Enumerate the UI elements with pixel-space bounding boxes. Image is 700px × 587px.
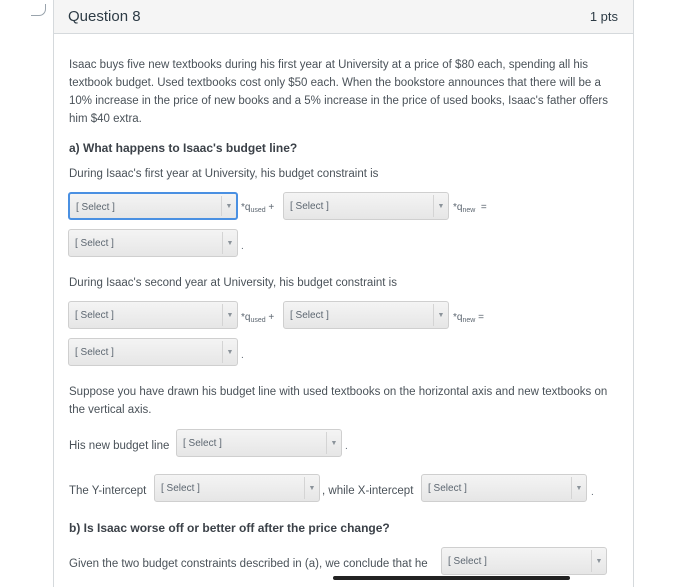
conclusion-select[interactable] [441, 547, 607, 575]
select-label: [ Select ] [75, 347, 114, 358]
used-subscript: used [250, 207, 266, 214]
chevron-down-icon: ▼ [433, 304, 448, 326]
first-year-new-price-select[interactable] [283, 192, 449, 220]
select-label: [ Select ] [290, 310, 329, 321]
question-header [54, 0, 633, 34]
chevron-down-icon: ▼ [571, 477, 586, 499]
question-card [53, 0, 634, 587]
period: . [241, 241, 244, 252]
new-budget-line-select[interactable] [176, 429, 342, 457]
chevron-down-icon: ▼ [222, 232, 237, 254]
second-year-used-price-select[interactable] [68, 301, 238, 329]
select-label: [ Select ] [75, 310, 114, 321]
new-budget-label: His new budget line [69, 440, 170, 452]
new-subscript: new [462, 207, 476, 214]
second-year-text: During Isaac's second year at University, his budget constraint is [69, 277, 397, 289]
question-points: 1 pts [589, 9, 618, 24]
first-year-budget-select[interactable] [68, 229, 238, 257]
first-year-used-price-select[interactable] [68, 192, 238, 220]
plus-sign: + [268, 202, 275, 213]
second-year-new-price-select[interactable] [283, 301, 449, 329]
conclusion-text: Given the two budget constraints described in (a), we conclude that he [69, 558, 428, 570]
select-label: [ Select ] [75, 238, 114, 249]
chevron-down-icon: ▼ [222, 341, 237, 363]
equals-sign: = [480, 202, 487, 213]
question-title: Question 8 [68, 8, 141, 25]
y-intercept-select[interactable] [154, 474, 320, 502]
bookmark-icon[interactable] [31, 4, 46, 16]
chevron-down-icon: ▼ [591, 550, 606, 572]
select-label: [ Select ] [183, 438, 222, 449]
times-q: *q [453, 312, 463, 323]
period: . [591, 487, 594, 498]
select-label: [ Select ] [161, 483, 200, 494]
home-indicator[interactable] [333, 576, 570, 580]
second-year-budget-select[interactable] [68, 338, 238, 366]
select-label: [ Select ] [428, 483, 467, 494]
select-label: [ Select ] [290, 201, 329, 212]
y-intercept-label: The Y-intercept [69, 485, 147, 497]
first-year-text: During Isaac's first year at University, his budget constraint is [69, 168, 379, 180]
q-used-term [241, 202, 274, 214]
chevron-down-icon: ▼ [304, 477, 319, 499]
chevron-down-icon: ▼ [433, 195, 448, 217]
part-b-heading: b) Is Isaac worse off or better off after the price change? [69, 521, 390, 535]
q-new-term [453, 202, 487, 214]
chevron-down-icon: ▼ [222, 304, 237, 326]
plus-sign: + [268, 312, 275, 323]
q-new-term [453, 312, 484, 324]
equals-sign: = [478, 312, 484, 323]
q-used-term [241, 312, 274, 324]
chevron-down-icon: ▼ [326, 432, 341, 454]
times-q: *q [241, 202, 251, 213]
select-label: [ Select ] [448, 556, 487, 567]
period: . [241, 350, 244, 361]
period: . [345, 441, 348, 452]
graph-instructions: Suppose you have drawn his budget line with used textbooks on the horizontal axis and new textbooks on the vertical axis. [69, 386, 608, 416]
new-subscript: new [462, 317, 476, 324]
times-q: *q [241, 312, 251, 323]
times-q: *q [453, 202, 463, 213]
question-intro: Isaac buys five new textbooks during his first year at University at a price of $80 each, spending all his textbook budget. Used textbooks cost only $50 each. When the bookstore announces that there will be a 10% increase in the price of new books and a 5% increase in the price of used books, Isaac's father offers him $40 extra. [69, 59, 608, 125]
x-intercept-select[interactable] [421, 474, 587, 502]
x-intercept-label: , while X-intercept [322, 485, 414, 497]
select-label: [ Select ] [76, 202, 115, 213]
part-a-heading: a) What happens to Isaac's budget line? [69, 141, 298, 155]
chevron-down-icon: ▼ [221, 196, 236, 216]
used-subscript: used [250, 317, 266, 324]
